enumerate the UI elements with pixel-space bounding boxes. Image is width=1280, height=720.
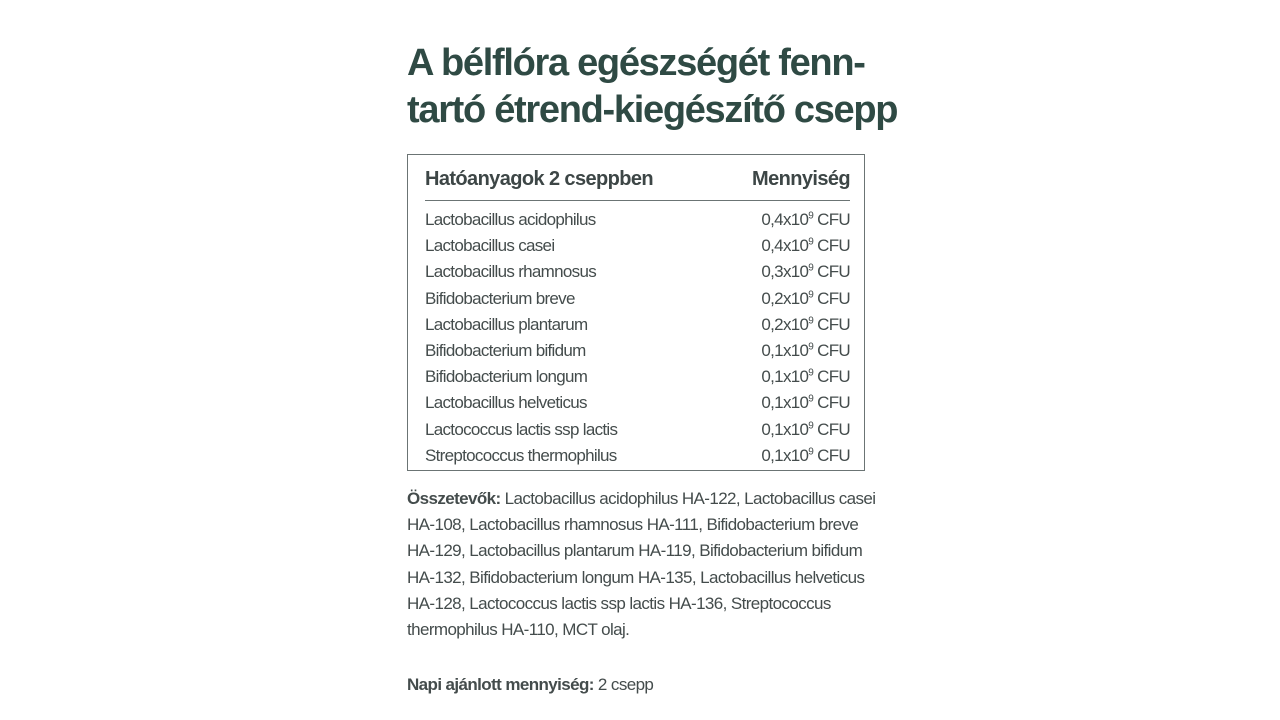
ingredient-amount bbox=[761, 259, 850, 285]
amount-base: 0,4x10 bbox=[761, 210, 809, 229]
table-row bbox=[425, 233, 850, 259]
table-row bbox=[425, 207, 850, 233]
amount-exponent: 9 bbox=[808, 393, 814, 405]
amount-base: 0,2x10 bbox=[761, 288, 809, 308]
amount-base: 0,1x10 bbox=[761, 393, 809, 413]
amount-exponent: 9 bbox=[808, 288, 814, 300]
ingredients-label: Összetevők: bbox=[407, 489, 501, 508]
amount-unit: CFU bbox=[813, 367, 850, 387]
amount-unit: CFU bbox=[813, 445, 850, 465]
header-amount: Mennyiség bbox=[752, 167, 850, 190]
amount-unit: CFU bbox=[813, 262, 850, 282]
amount-unit: CFU bbox=[813, 314, 850, 334]
amount-exponent: 9 bbox=[808, 210, 814, 222]
ingredient-name: Bifidobacterium longum bbox=[425, 367, 588, 387]
ingredient-amount bbox=[761, 417, 850, 443]
amount-exponent: 9 bbox=[808, 262, 814, 274]
ingredients-paragraph bbox=[407, 486, 877, 643]
amount-base: 0,1x10 bbox=[761, 419, 809, 439]
amount-unit: CFU bbox=[813, 210, 850, 229]
ingredient-name: Bifidobacterium bifidum bbox=[425, 340, 586, 360]
ingredients-text: Lactobacillus acidophilus HA-122, Lactobacillus casei HA-108, Lactobacillus rhamnosus HA-111, Bifidobacterium breve HA-129, Lactobacillus plantarum HA-119, Bifidobacterium bifidum HA-132, Bifidobacterium longum HA-135, Lactobacillus helveticus HA-128, Lactococcus lactis ssp lactis HA-136, Streptococcus thermophilus HA-110, MCT olaj. bbox=[407, 489, 876, 640]
ingredient-amount bbox=[761, 286, 850, 312]
table-row bbox=[425, 338, 850, 364]
ingredient-amount bbox=[761, 338, 850, 364]
amount-unit: CFU bbox=[813, 393, 850, 413]
amount-exponent: 9 bbox=[808, 446, 814, 458]
daily-dose-value: 2 csepp bbox=[593, 675, 654, 694]
amount-unit: CFU bbox=[813, 236, 850, 256]
product-label bbox=[407, 40, 907, 694]
amount-base: 0,1x10 bbox=[761, 340, 809, 360]
table-row bbox=[425, 417, 850, 443]
ingredient-name: Lactobacillus rhamnosus bbox=[425, 262, 596, 282]
active-ingredients-table bbox=[407, 154, 865, 471]
amount-base: 0,1x10 bbox=[761, 367, 809, 387]
amount-unit: CFU bbox=[813, 288, 850, 308]
amount-base: 0,1x10 bbox=[761, 445, 809, 465]
amount-exponent: 9 bbox=[808, 315, 814, 327]
ingredient-name: Lactobacillus acidophilus bbox=[425, 210, 596, 229]
daily-dose-label: Napi ajánlott mennyiség: bbox=[407, 675, 594, 694]
table-row bbox=[425, 312, 850, 338]
table-body bbox=[425, 207, 850, 469]
ingredient-amount bbox=[761, 443, 850, 469]
product-title bbox=[407, 40, 907, 134]
title-line-1: A bélflóra egészségét fenn- bbox=[407, 42, 865, 84]
table-row bbox=[425, 364, 850, 390]
table-row bbox=[425, 443, 850, 469]
amount-base: 0,2x10 bbox=[761, 314, 809, 334]
amount-exponent: 9 bbox=[808, 236, 814, 248]
ingredient-name: Lactobacillus casei bbox=[425, 236, 555, 256]
ingredient-name: Lactococcus lactis ssp lactis bbox=[425, 419, 618, 439]
header-ingredients: Hatóanyagok 2 cseppben bbox=[425, 167, 653, 190]
amount-exponent: 9 bbox=[808, 341, 814, 353]
table-row bbox=[425, 259, 850, 285]
ingredient-amount bbox=[761, 207, 850, 233]
daily-dose bbox=[407, 672, 653, 698]
ingredient-name: Streptococcus thermophilus bbox=[425, 445, 617, 465]
ingredient-name: Lactobacillus helveticus bbox=[425, 393, 587, 413]
ingredient-amount bbox=[761, 390, 850, 416]
amount-unit: CFU bbox=[813, 419, 850, 439]
amount-exponent: 9 bbox=[808, 419, 814, 431]
amount-base: 0,4x10 bbox=[761, 236, 809, 256]
title-line-2: tartó étrend-kiegészítő csepp bbox=[407, 89, 898, 131]
ingredient-name: Lactobacillus plantarum bbox=[425, 314, 588, 334]
table-header bbox=[425, 164, 850, 201]
table-row bbox=[425, 286, 850, 312]
amount-exponent: 9 bbox=[808, 367, 814, 379]
ingredient-amount bbox=[761, 312, 850, 338]
table-row bbox=[425, 390, 850, 416]
ingredient-amount bbox=[761, 364, 850, 390]
ingredient-name: Bifidobacterium breve bbox=[425, 288, 575, 308]
amount-unit: CFU bbox=[813, 340, 850, 360]
ingredient-amount bbox=[761, 233, 850, 259]
amount-base: 0,3x10 bbox=[761, 262, 809, 282]
